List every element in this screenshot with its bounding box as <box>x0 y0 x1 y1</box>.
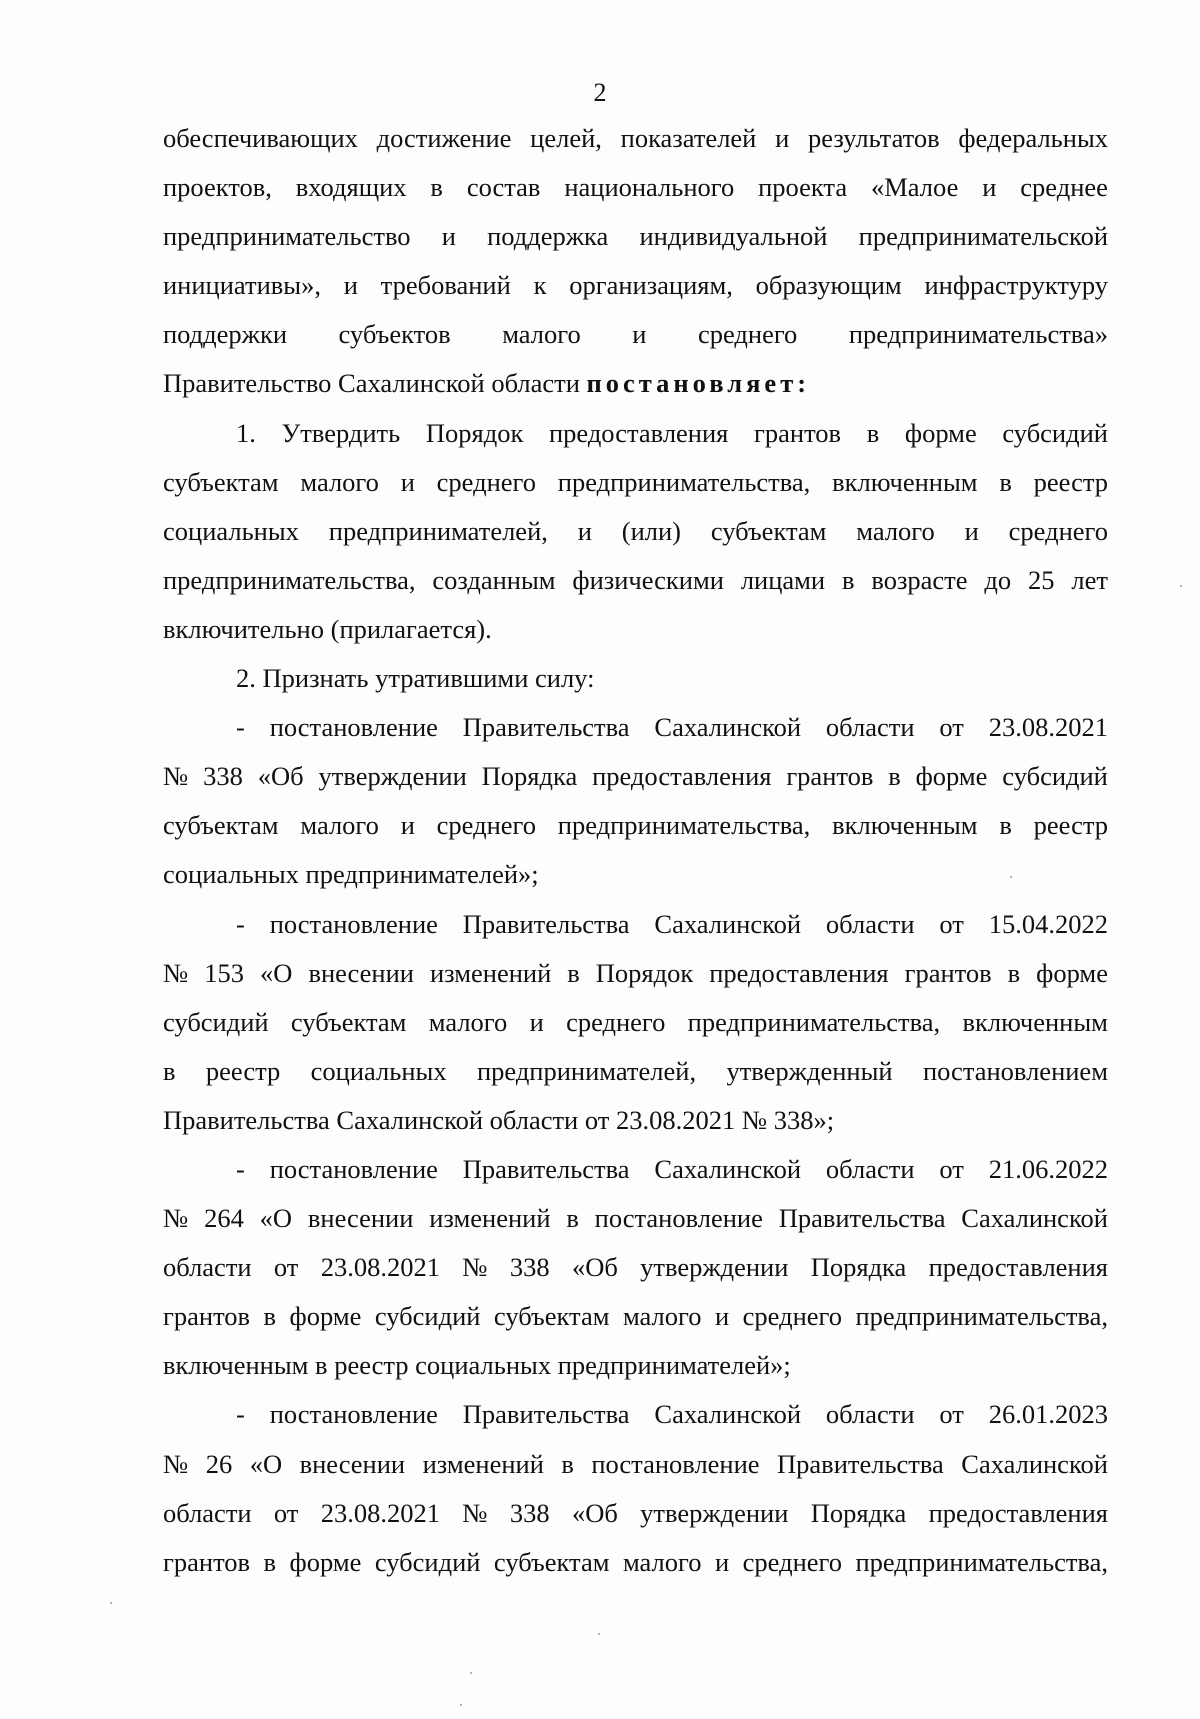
word: и <box>964 515 979 546</box>
word: в <box>430 172 443 203</box>
word: в <box>999 466 1012 497</box>
word: Утвердить <box>281 417 401 448</box>
word: и <box>714 1301 730 1332</box>
word: показателей <box>620 123 757 153</box>
word: «О <box>249 1448 283 1479</box>
word: области <box>825 908 915 939</box>
word: субсидий <box>374 1546 481 1577</box>
text-line-last: социальных предпринимателей»; <box>163 859 539 890</box>
resolution-verb: постановляет: <box>586 368 811 399</box>
word: форме <box>915 761 988 792</box>
word: «Малое <box>870 172 959 203</box>
word: субъектов <box>338 319 451 350</box>
word: от <box>939 1399 964 1430</box>
word: Порядок <box>425 417 524 448</box>
word: предпринимательства, <box>855 1301 1108 1332</box>
word: в <box>263 1301 277 1332</box>
word: грантов <box>754 417 842 448</box>
word: среднего <box>436 466 536 497</box>
text-line-last: включенным в реестр социальных предпринимателей»; <box>163 1350 791 1381</box>
word: Правительства <box>462 1399 630 1430</box>
word: 26 <box>205 1448 233 1479</box>
word: в <box>888 761 901 792</box>
word: 338 <box>509 1497 550 1528</box>
text-line <box>163 114 1108 163</box>
scan-speck <box>1010 876 1012 878</box>
word: малого <box>428 1006 508 1037</box>
word: и <box>400 466 415 497</box>
word: Правительства <box>462 712 630 743</box>
word: субъектам <box>493 1301 610 1332</box>
word: в <box>567 957 580 988</box>
word: предпринимательства, <box>855 1546 1108 1577</box>
word: изменений <box>422 1448 544 1479</box>
word: Сахалинской <box>654 1399 802 1430</box>
text-line <box>163 1194 1108 1243</box>
word: Правительства <box>777 1448 944 1479</box>
word: «О <box>260 957 293 988</box>
word: включенным <box>832 466 978 497</box>
word: от <box>273 1497 299 1528</box>
word: предпринимательства, <box>557 466 811 497</box>
word: созданным <box>432 564 556 595</box>
word: 338 <box>203 761 243 792</box>
word: результатов <box>808 123 940 153</box>
word: субъектам <box>493 1546 610 1577</box>
scan-speck <box>470 1672 472 1674</box>
word: (или) <box>621 515 681 546</box>
word: малого <box>856 515 935 546</box>
word: и <box>577 515 592 546</box>
resolution-line <box>163 359 1108 408</box>
word: субсидий <box>163 1006 269 1037</box>
paragraph-2: 2. Признать утратившими силу: <box>236 663 595 694</box>
text-line <box>163 409 1108 458</box>
word: реестр <box>205 1055 281 1086</box>
word: в <box>841 564 855 595</box>
text-line <box>163 212 1108 261</box>
word: форме <box>289 1546 362 1577</box>
word: от <box>939 712 964 743</box>
text-line <box>163 261 1108 310</box>
word: Сахалинской <box>654 712 802 743</box>
word: физическими <box>572 564 724 595</box>
word: включенным <box>832 810 978 841</box>
word: предпринимательства» <box>848 319 1108 350</box>
word: субсидий <box>1002 761 1108 792</box>
word: предпринимательства, <box>557 810 811 841</box>
word: социальных <box>163 515 299 546</box>
word: предпринимательства, <box>687 1006 941 1037</box>
text-line <box>163 949 1108 998</box>
word: целей, <box>530 123 602 153</box>
word: малого <box>622 1546 702 1577</box>
text-line <box>163 1292 1108 1341</box>
text-line <box>163 458 1108 507</box>
word: 21.06.2022 <box>988 1153 1108 1184</box>
word: к <box>533 270 547 301</box>
word: субъектам <box>290 1006 407 1037</box>
word: внесении <box>299 1448 406 1479</box>
word: 25 <box>1027 564 1055 595</box>
word: предпринимателей, <box>328 515 548 546</box>
word: утвержденный <box>726 1055 893 1086</box>
word: области <box>825 712 915 743</box>
word: Правительства <box>462 908 630 939</box>
document-body <box>163 114 1108 1587</box>
word: Порядок <box>595 957 694 988</box>
text-line <box>163 163 1108 212</box>
text-line <box>163 752 1108 801</box>
word: 26.01.2023 <box>988 1399 1108 1430</box>
text-line <box>163 801 1108 850</box>
word: требований <box>380 270 511 301</box>
word: постановление <box>591 1448 760 1479</box>
word: и <box>775 123 790 153</box>
word: предпринимательской <box>858 221 1108 252</box>
word: включенным <box>962 1006 1108 1037</box>
word: реестр <box>1033 810 1108 841</box>
scan-speck <box>460 1704 462 1706</box>
word: 264 <box>204 1203 244 1234</box>
word: 338 <box>509 1252 550 1283</box>
word: малого <box>502 319 581 350</box>
scan-speck <box>1180 585 1182 587</box>
word: лицами <box>740 564 826 595</box>
word: федеральных <box>958 123 1108 153</box>
word: постановление <box>269 908 438 939</box>
word: 1. <box>236 417 256 448</box>
word: инициативы», <box>163 270 321 301</box>
word: среднего <box>1008 515 1108 546</box>
word: возрасте <box>871 564 968 595</box>
word: субъектам <box>710 515 827 546</box>
word: грантов <box>163 1546 251 1577</box>
word: и <box>529 1006 544 1037</box>
word: - <box>236 1399 245 1430</box>
word: Порядка <box>810 1252 907 1283</box>
word: Порядка <box>481 761 578 792</box>
word: «Об <box>571 1252 618 1283</box>
word: состав <box>466 172 541 203</box>
word: социальных <box>310 1055 447 1086</box>
word: среднего <box>436 810 536 841</box>
text-line <box>163 1440 1108 1489</box>
word: индивидуальной <box>639 221 828 252</box>
word: Сахалинской <box>654 1153 802 1184</box>
word: среднего <box>566 1006 666 1037</box>
word: постановление <box>269 1153 438 1184</box>
word: в <box>561 1448 574 1479</box>
word: предпринимателей, <box>476 1055 697 1086</box>
word: и <box>441 221 456 252</box>
text-line-last: включительно (прилагается). <box>163 613 492 644</box>
word: Сахалинской <box>654 908 802 939</box>
word: постановлением <box>922 1055 1108 1086</box>
word: № <box>163 761 189 792</box>
word: в <box>163 1055 176 1086</box>
word: в <box>866 417 880 448</box>
word: грантов <box>163 1301 251 1332</box>
text-line <box>163 1047 1108 1096</box>
word: предоставления <box>548 417 729 448</box>
scan-speck <box>110 1602 112 1604</box>
text-line <box>163 998 1108 1047</box>
word: - <box>236 908 245 939</box>
text-line <box>163 1489 1108 1538</box>
word: предпринимательства, <box>163 564 416 595</box>
word: и <box>714 1546 730 1577</box>
text-line <box>163 1538 1108 1587</box>
word: форме <box>289 1301 362 1332</box>
word: среднее <box>1020 172 1108 203</box>
word: области <box>163 1497 252 1528</box>
word: постановление <box>594 1203 763 1234</box>
word: проекта <box>758 172 848 203</box>
word: области <box>825 1399 915 1430</box>
word: и <box>982 172 997 203</box>
word: № <box>163 957 189 988</box>
word: поддержки <box>163 319 288 350</box>
word: 23.08.2021 <box>988 712 1108 743</box>
word: «О <box>259 1203 293 1234</box>
word: от <box>939 1153 964 1184</box>
word: образующим <box>755 270 902 301</box>
word: Правительства <box>462 1153 630 1184</box>
word: организациям, <box>569 270 733 301</box>
word: лет <box>1071 564 1108 595</box>
word: постановление <box>269 1399 438 1430</box>
text-line-last: Правительства Сахалинской области от 23.08.2021 № 338»; <box>163 1104 835 1135</box>
word: субсидий <box>374 1301 481 1332</box>
word: среднего <box>742 1301 842 1332</box>
word: в <box>1007 957 1021 988</box>
word: поддержка <box>487 221 609 252</box>
word: предоставления <box>592 761 772 792</box>
word: предоставления <box>928 1497 1108 1528</box>
word: области <box>163 1252 252 1283</box>
word: 23.08.2021 <box>320 1252 440 1283</box>
word: проектов, <box>163 172 272 203</box>
word: грантов <box>904 957 992 988</box>
word: и <box>343 270 358 301</box>
word: грантов <box>786 761 874 792</box>
word: от <box>939 908 964 939</box>
word: изменений <box>429 1203 551 1234</box>
word: - <box>236 1153 245 1184</box>
word: № <box>163 1203 189 1234</box>
word: достижение <box>376 123 512 153</box>
word: реестр <box>1033 466 1108 497</box>
word: 23.08.2021 <box>320 1497 440 1528</box>
word: форме <box>1036 957 1108 988</box>
word: изменений <box>429 957 552 988</box>
word: малого <box>300 466 379 497</box>
scan-speck <box>598 1633 600 1635</box>
resolution-prefix: Правительство Сахалинской области <box>163 368 580 399</box>
word: обеспечивающих <box>163 123 358 153</box>
word: в <box>999 810 1012 841</box>
word: субъектам <box>163 810 279 841</box>
word: малого <box>622 1301 702 1332</box>
word: № <box>462 1252 488 1283</box>
word: инфраструктуру <box>924 270 1108 301</box>
word: до <box>984 564 1012 595</box>
word: предоставления <box>709 957 889 988</box>
text-line <box>163 310 1108 359</box>
word: и <box>632 319 647 350</box>
word: области <box>825 1153 915 1184</box>
word: «Об <box>257 761 304 792</box>
word: входящих <box>295 172 407 203</box>
word: № <box>462 1497 488 1528</box>
word: «Об <box>571 1497 618 1528</box>
text-line <box>163 1390 1108 1439</box>
word: и <box>400 810 415 841</box>
text-line <box>163 1145 1108 1194</box>
word: среднего <box>697 319 798 350</box>
word: Порядка <box>810 1497 907 1528</box>
word: Сахалинской <box>961 1448 1108 1479</box>
word: № <box>163 1448 189 1479</box>
text-line <box>163 507 1108 556</box>
word: национального <box>564 172 735 203</box>
word: в <box>263 1546 277 1577</box>
word: утверждении <box>318 761 467 792</box>
word: малого <box>300 810 379 841</box>
word: 15.04.2022 <box>988 908 1108 939</box>
text-line <box>163 900 1108 949</box>
word: утверждении <box>640 1497 789 1528</box>
word: предпринимательство <box>163 221 411 252</box>
word: предоставления <box>928 1252 1108 1283</box>
text-line <box>163 703 1108 752</box>
word: - <box>236 712 245 743</box>
word: утверждении <box>640 1252 789 1283</box>
text-line <box>163 1243 1108 1292</box>
word: в <box>566 1203 579 1234</box>
word: постановление <box>269 712 438 743</box>
text-line <box>163 556 1108 605</box>
page-number: 2 <box>593 78 607 107</box>
word: субсидий <box>1002 417 1108 448</box>
word: форме <box>904 417 977 448</box>
word: внесении <box>307 1203 414 1234</box>
word: субъектам <box>163 466 279 497</box>
word: 153 <box>204 957 245 988</box>
word: Правительства <box>778 1203 946 1234</box>
word: среднего <box>742 1546 842 1577</box>
word: от <box>273 1252 299 1283</box>
word: Сахалинской <box>961 1203 1108 1234</box>
word: внесении <box>308 957 414 988</box>
